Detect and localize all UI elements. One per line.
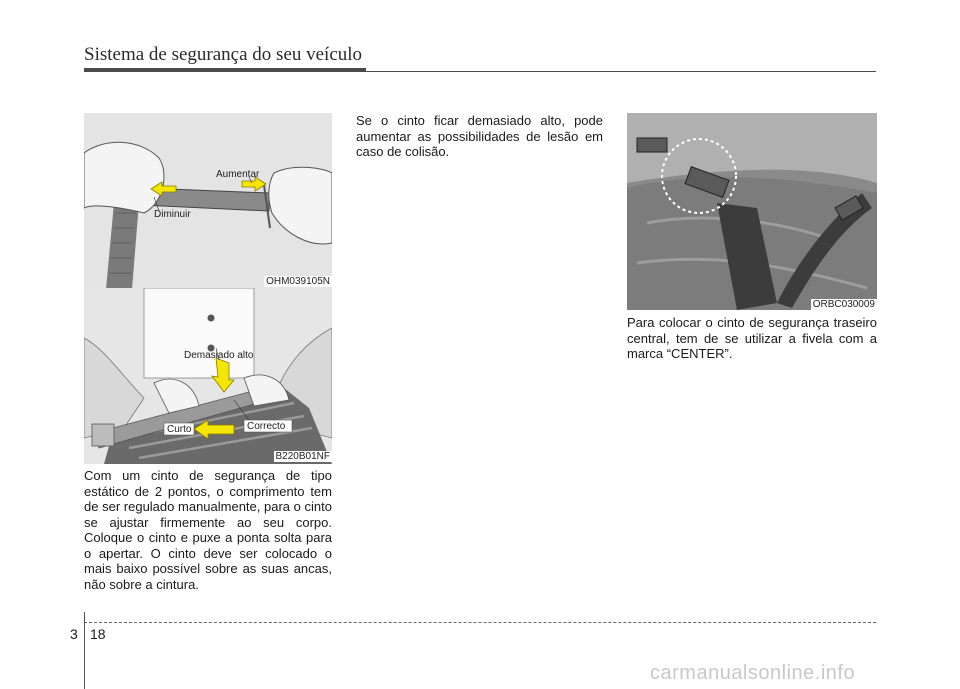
footer-rule: [84, 622, 876, 623]
figure-belt-position: [84, 288, 332, 464]
figure-center-belt: [627, 113, 877, 310]
label-short: Curto: [167, 424, 192, 435]
label-correct: Correcto: [247, 421, 286, 432]
page-number: 18: [90, 626, 106, 642]
label-too-high: Demasiado alto: [184, 350, 254, 361]
body-paragraph-2: Se o cinto ficar demasiado alto, pode aumentar as possibilidades de lesão em caso de colisão.: [356, 113, 603, 159]
label-increase: Aumentar: [216, 169, 260, 180]
label-decrease: Diminuir: [154, 209, 191, 220]
figure-code: B220B01NF: [275, 451, 330, 462]
figure-belt-adjust: [84, 113, 332, 289]
figure-code: OHM039105N: [266, 276, 330, 287]
body-paragraph-3: Para colocar o cinto de segurança traseiro central, tem de se utilizar a fivela com a marca “CENTER”.: [627, 315, 877, 361]
footer-divider: [84, 612, 85, 689]
header-rule: [84, 71, 876, 72]
body-paragraph-1: Com um cinto de segurança de tipo estático de 2 pontos, o comprimento tem de ser regulado manualmente, para o cinto se ajustar firmemente ao seu corpo. Coloque o cinto e puxe a ponta solta para o apertar. O cinto deve ser colocado o mais baixo possível sobre as suas ancas, não sobre a cintura.: [84, 468, 332, 592]
watermark: carmanualsonline.info: [650, 662, 856, 684]
chapter-number: 3: [70, 626, 78, 642]
page-header-title: Sistema de segurança do seu veículo: [84, 44, 363, 65]
figure-code: ORBC030009: [812, 299, 875, 310]
